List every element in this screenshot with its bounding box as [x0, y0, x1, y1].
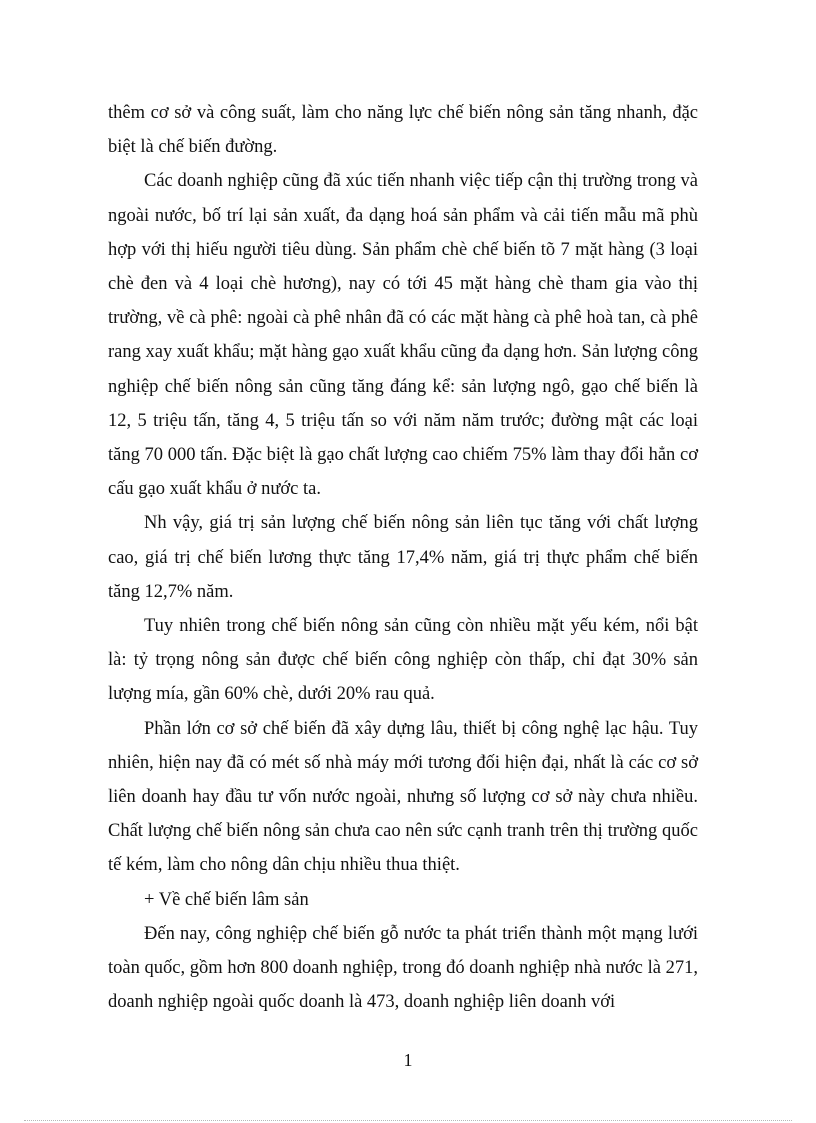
paragraph-weaknesses: Tuy nhiên trong chế biến nông sản cũng còn nhiều mặt yếu kém, nổi bật là: tỷ trọng nông sản được chế biến công nghiệp còn thấp, chỉ đạt 30% sản lượng mía, gần 60% chè, dưới 20% rau quả. — [108, 616, 698, 705]
paragraph-market-access: Các doanh nghiệp cũng đã xúc tiến nhanh việc tiếp cận thị trường trong và ngoài nước, bố trí lại sản xuất, đa dạng hoá sản phẩm và cải tiến mẫu mã phù hợp với thị hiếu người tiêu dùng. Sản phẩm chè chế biến tõ 7 mặt hàng (3 loại chè đen và 4 loại chè hương), nay có tới 45 mặt hàng chè tham gia vào thị trường, về cà phê: ngoài cà phê nhân đã có các mặt hàng cà phê hoà tan, cà phê rang xay xuất khẩu; mặt hàng gạo xuất khẩu cũng đa dạng hơn. Sản lượng công nghiệp chế biến nông sản cũng tăng đáng kể: sản lượng ngô, gạo chế biến là 12, 5 triệu tấn, tăng 4, 5 triệu tấn so với năm năm trước; đường mật các loại tăng 70 000 tấn. Đặc biệt là gạo chất lượng cao chiếm 75% làm thay đổi hẳn cơ cấu gạo xuất khẩu ở nước ta. — [108, 171, 698, 500]
document-body — [108, 96, 698, 1019]
section-heading-forestry: + Về chế biến lâm sản — [144, 889, 309, 910]
paragraph-wood-processing: Đến nay, công nghiệp chế biến gỗ nước ta phát triển thành một mạng lưới toàn quốc, gồm hơn 800 doanh nghiệp, trong đó doanh nghiệp nhà nước là 271, doanh nghiệp ngoài quốc doanh là 473, doanh nghiệp liên doanh với — [108, 923, 698, 1013]
paragraph-continuation: thêm cơ sở và công suất, làm cho năng lực chế biến nông sản tăng nhanh, đặc biệt là chế biến đường. — [108, 103, 698, 158]
paragraph-technology: Phần lớn cơ sở chế biến đã xây dựng lâu, thiết bị công nghệ lạc hậu. Tuy nhiên, hiện nay đã có mét số nhà máy mới tương đối hiện đại, nhất là các cơ sở liên doanh hay đầu tư vốn nước ngoài, nhưng số lượng cơ sở này chưa nhiều. Chất lượng chế biến nông sản chưa cao nên sức cạnh tranh trên thị trường quốc tế kém, làm cho nông dân chịu nhiều thua thiệt. — [108, 718, 698, 876]
paragraph-production-value: Nh vậy, giá trị sản lượng chế biến nông sản liên tục tăng với chất lượng cao, giá trị chế biến lương thực tăng 17,4% năm, giá trị thực phẩm chế biến tăng 12,7% năm. — [108, 513, 698, 602]
page-number: 1 — [403, 1050, 413, 1070]
page-bottom-divider — [24, 1120, 792, 1121]
